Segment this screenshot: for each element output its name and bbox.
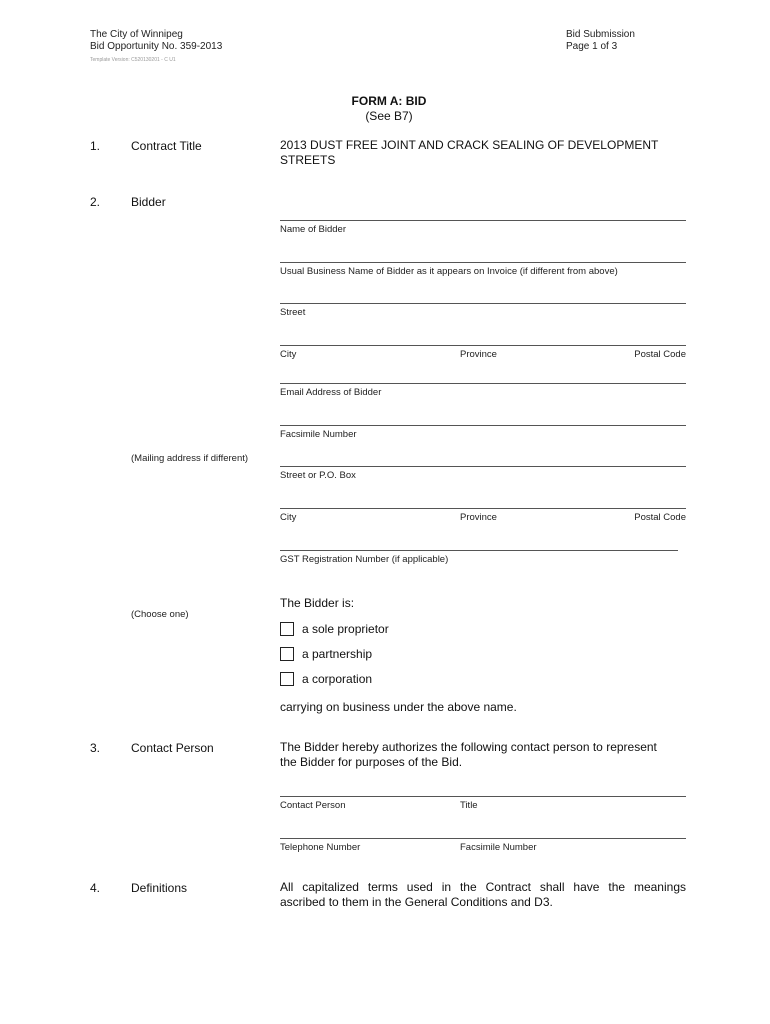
usual-business-name-field[interactable]: [280, 262, 686, 263]
form-subtitle: (See B7): [365, 109, 413, 123]
mailing-address-note: (Mailing address if different): [131, 453, 249, 464]
carrying-on-business-text: carrying on business under the above name.: [280, 700, 517, 714]
header-bid-opportunity: Bid Opportunity No. 359-2013: [90, 41, 223, 52]
telephone-fax-field[interactable]: [280, 838, 686, 839]
street-caption: Street: [280, 307, 306, 318]
contact-facsimile-caption: Facsimile Number: [460, 842, 537, 853]
section-3-label: Contact Person: [131, 741, 214, 755]
corporation-label: a corporation: [302, 672, 373, 686]
email-caption: Email Address of Bidder: [280, 387, 382, 398]
sole-proprietor-checkbox[interactable]: [280, 622, 294, 636]
section-4-number: 4.: [90, 881, 101, 895]
city-province-postal-field[interactable]: [280, 345, 686, 346]
mailing-postal-code-caption: Postal Code: [634, 512, 686, 523]
bidder-is-label: The Bidder is:: [280, 596, 355, 610]
mailing-city-province-postal-field[interactable]: [280, 508, 686, 509]
contact-authorization-line2: the Bidder for purposes of the Bid.: [280, 755, 463, 769]
title-caption: Title: [460, 800, 478, 811]
section-1-label: Contract Title: [131, 139, 202, 153]
telephone-caption: Telephone Number: [280, 842, 361, 853]
contact-person-title-field[interactable]: [280, 796, 686, 797]
contact-person-caption: Contact Person: [280, 800, 346, 811]
name-of-bidder-caption: Name of Bidder: [280, 224, 347, 235]
partnership-label: a partnership: [302, 647, 373, 661]
street-po-box-field[interactable]: [280, 466, 686, 467]
definitions-line1: All capitalized terms used in the Contract shall have the meanings: [280, 880, 686, 894]
facsimile-caption: Facsimile Number: [280, 429, 357, 440]
postal-code-caption: Postal Code: [634, 349, 686, 360]
name-of-bidder-field[interactable]: [280, 220, 686, 221]
mailing-city-caption: City: [280, 512, 297, 523]
province-caption: Province: [460, 349, 497, 360]
email-field[interactable]: [280, 383, 686, 384]
sole-proprietor-label: a sole proprietor: [302, 622, 389, 636]
corporation-checkbox[interactable]: [280, 672, 294, 686]
street-field[interactable]: [280, 303, 686, 304]
section-2-number: 2.: [90, 195, 101, 209]
city-caption: City: [280, 349, 297, 360]
section-1-number: 1.: [90, 139, 101, 153]
section-4-label: Definitions: [131, 881, 188, 895]
contract-title-line2: STREETS: [280, 153, 336, 167]
contract-title-line1: 2013 DUST FREE JOINT AND CRACK SEALING OF DEVELOPMENT: [280, 138, 659, 152]
header-city: The City of Winnipeg: [90, 29, 183, 40]
partnership-checkbox[interactable]: [280, 647, 294, 661]
mailing-province-caption: Province: [460, 512, 497, 523]
gst-registration-caption: GST Registration Number (if applicable): [280, 554, 449, 565]
header-page-number: Page 1 of 3: [566, 41, 618, 52]
section-2-label: Bidder: [131, 195, 166, 209]
facsimile-field[interactable]: [280, 425, 686, 426]
header-bid-submission: Bid Submission: [566, 29, 635, 40]
definitions-line2: ascribed to them in the General Conditions and D3.: [280, 895, 553, 909]
street-po-box-caption: Street or P.O. Box: [280, 470, 356, 481]
template-version: Template Version: C520130201 - C U1: [90, 57, 176, 63]
usual-business-name-caption: Usual Business Name of Bidder as it appears on Invoice (if different from above): [280, 266, 618, 277]
section-3-number: 3.: [90, 741, 101, 755]
contact-authorization-line1: The Bidder hereby authorizes the following contact person to represent: [280, 740, 657, 754]
choose-one-note: (Choose one): [131, 609, 189, 620]
form-title: FORM A: BID: [351, 94, 427, 108]
gst-registration-field[interactable]: [280, 550, 678, 551]
